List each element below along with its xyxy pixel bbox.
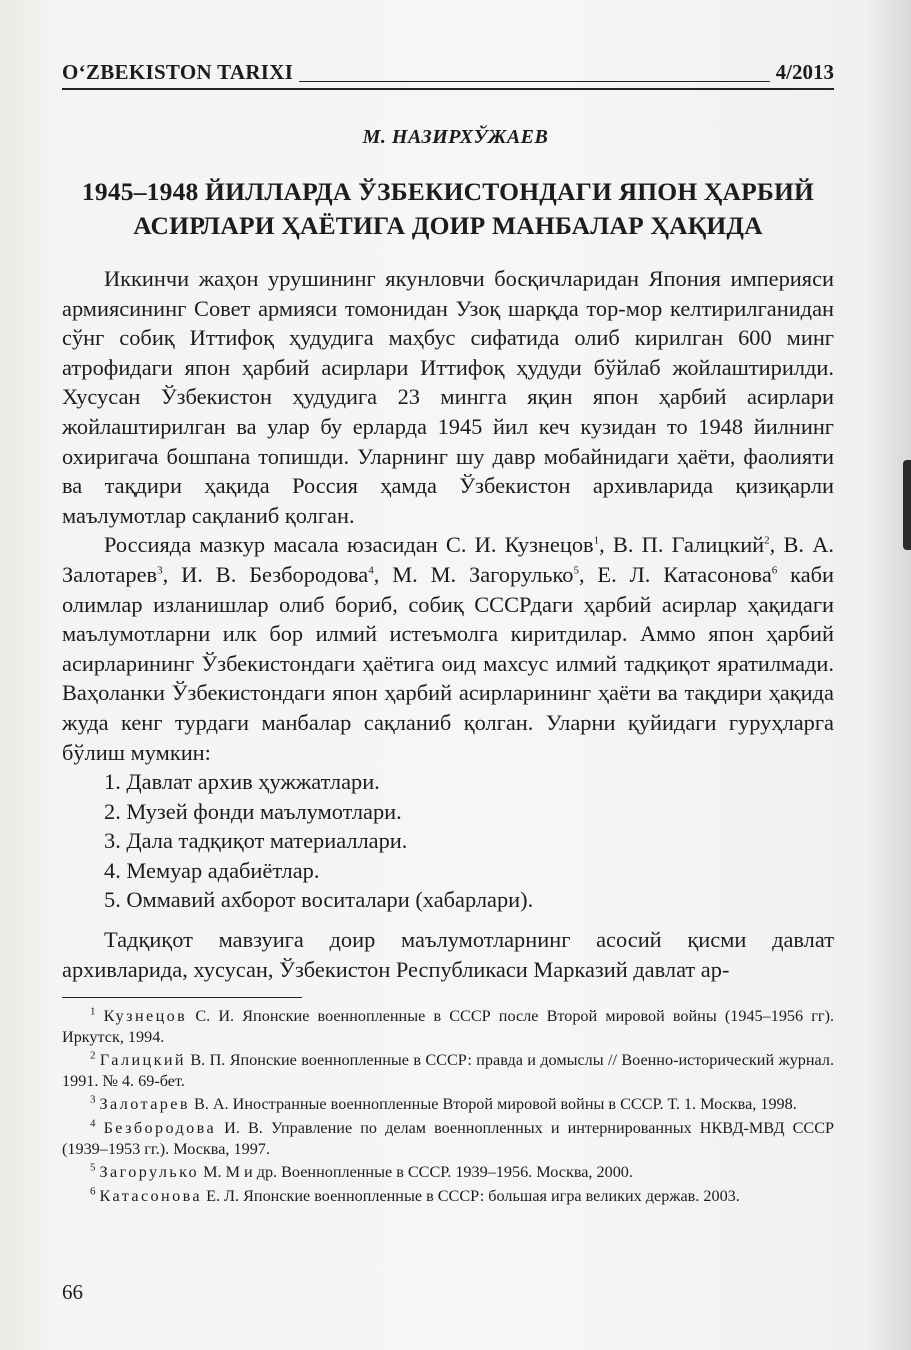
header-rule <box>299 81 769 82</box>
paragraph-2-text: , М. М. Загорулько <box>373 561 574 587</box>
running-header <box>62 58 834 90</box>
paragraph-3: Тадқиқот мавзуига доир маълумотларнинг асосий қисми давлат архивларида, хусусан, Ўзбекистон Республикаси Марказий давлат ар- <box>62 927 834 982</box>
footnote-2 <box>62 1050 834 1091</box>
footnote-author: Катасонова <box>99 1186 203 1205</box>
footnote-4 <box>62 1118 834 1159</box>
footnote-number: 2 <box>90 1049 96 1062</box>
list-item: 3. Дала тадқиқот материаллари. <box>104 828 408 854</box>
footnote-ref-3: 3 <box>157 564 163 577</box>
footnote-text: В. А. Иностранные военнопленные Второй мировой войны в СССР. Т. 1. Москва, 1998. <box>189 1095 797 1114</box>
footnote-number: 6 <box>90 1185 96 1198</box>
footnote-ref-2: 2 <box>764 534 770 547</box>
footnote-ref-4: 4 <box>368 564 374 577</box>
article-title <box>62 175 834 243</box>
source-groups-list <box>62 767 834 915</box>
footnote-number: 4 <box>90 1117 96 1130</box>
footnote-6 <box>62 1186 834 1207</box>
paragraph-2-text: Россияда мазкур масала юзасидан С. И. Кузнецов <box>104 532 594 558</box>
paragraph-2-text: , В. А. Залотарев <box>62 532 835 587</box>
article-title-line-1: 1945–1948 ЙИЛЛАРДА ЎЗБЕКИСТОНДАГИ ЯПОН ҲАРБИЙ <box>81 177 815 206</box>
paragraph-1: Иккинчи жаҳон урушининг якунловчи босқичларидан Япония империяси армиясининг Совет армияси томонидан Узоқ шарқда тор-мор келтирилганидан сўнг собиқ Иттифоқ ҳудудига маҳбус сифатида олиб кирилган 600 минг атрофидаги япон ҳарбий асирлари Иттифоқ ҳудуди бўйлаб жойлаштирилди. Хусусан Ўзбекистон ҳудудига 23 мингга яқин япон ҳарбий асирлари жойлаштирилган ва улар бу ерларда 1945 йил кеч кузидан то 1948 йилнинг охиригача бошпана топишди. Уларнинг шу давр мобайнидаги ҳаёти, фаолияти ва тақдири ҳақида Россия ҳамда Ўзбекистон архивларида қизиқарли маълумотлар сақланиб қолган. <box>62 266 834 528</box>
footnote-text: В. П. Японские военнопленные в СССР: правда и домыслы // Военно-исторический журнал. 1991. № 4. 69-бет. <box>62 1051 834 1090</box>
paragraph-2-text: , В. П. Галицкий <box>599 532 765 558</box>
footnote-author: Безбородова <box>103 1118 217 1137</box>
list-item: 2. Музей фонди маълумотлари. <box>104 798 402 824</box>
footnote-3 <box>62 1094 834 1115</box>
footnote-text: И. В. Управление по делам военнопленных и интернированных НКВД-МВД СССР (1939–1953 гг.). Москва, 1997. <box>62 1118 835 1158</box>
paragraph-2 <box>62 530 834 767</box>
footnote-text: М. М и др. Военнопленные в СССР. 1939–1956. Москва, 2000. <box>199 1163 633 1182</box>
paragraph-2-text: , И. В. Безбородова <box>162 561 369 587</box>
paragraph-2-text: каби олимлар изланишлар олиб бориб, собиқ СССРдаги ҳарбий асирлар ҳақидаги маълумотларни илк бор илмий истеъмолга киритдилар. Аммо япон ҳарбий асирларининг Ўзбекистондаги ҳаётига оид махсус илмий тадқиқот яратилмади. Ваҳоланки Ўзбекистондаги япон ҳарбий асирларининг ҳаёти ва тақдири ҳақида жуда кенг турдаги манбалар сақланиб қолган. Уларни қуйидаги гуруҳларга бўлиш мумкин: <box>62 561 835 765</box>
article-body <box>62 264 834 984</box>
footnote-ref-1: 1 <box>593 534 600 547</box>
footnote-separator <box>62 997 302 998</box>
list-item: 1. Давлат архив ҳужжатлари. <box>104 769 380 795</box>
page-edge-mark <box>903 460 911 550</box>
footnote-1 <box>62 1006 834 1047</box>
article-title-line-2: АСИРЛАРИ ҲАЁТИГА ДОИР МАНБАЛАР ҲАҚИДА <box>133 211 763 240</box>
footnote-author: Загорулько <box>99 1163 200 1182</box>
footnote-5 <box>62 1162 834 1183</box>
footnote-text: С. И. Японские военнопленные в СССР после Второй мировой войны (1945–1956 гг). Иркутск, 1994. <box>62 1007 835 1046</box>
issue-number: 4/2013 <box>775 60 834 84</box>
footnote-author: Залотарев <box>99 1095 190 1114</box>
footnotes <box>62 1006 834 1209</box>
list-item: 4. Мемуар адабиётлар. <box>104 857 320 883</box>
list-item: 5. Оммавий ахборот воситалари (хабарлари). <box>104 887 534 913</box>
paragraph-2-text: , Е. Л. Катасонова <box>578 561 772 587</box>
footnote-text: Е. Л. Японские военнопленные в СССР: большая игра великих держав. 2003. <box>202 1186 740 1205</box>
footnote-ref-6: 6 <box>771 564 778 577</box>
footnote-number: 5 <box>90 1161 96 1174</box>
footnote-author: Кузнецов <box>103 1007 188 1025</box>
article-author: М. НАЗИРХЎЖАЕВ <box>362 126 549 148</box>
footnote-author: Галицкий <box>99 1051 186 1070</box>
footnote-number: 1 <box>90 1005 96 1018</box>
footnote-ref-5: 5 <box>573 564 579 577</box>
journal-title: O‘ZBEKISTON TARIXI <box>62 60 294 84</box>
page-number: 66 <box>62 1280 83 1304</box>
footnote-number: 3 <box>90 1093 96 1106</box>
